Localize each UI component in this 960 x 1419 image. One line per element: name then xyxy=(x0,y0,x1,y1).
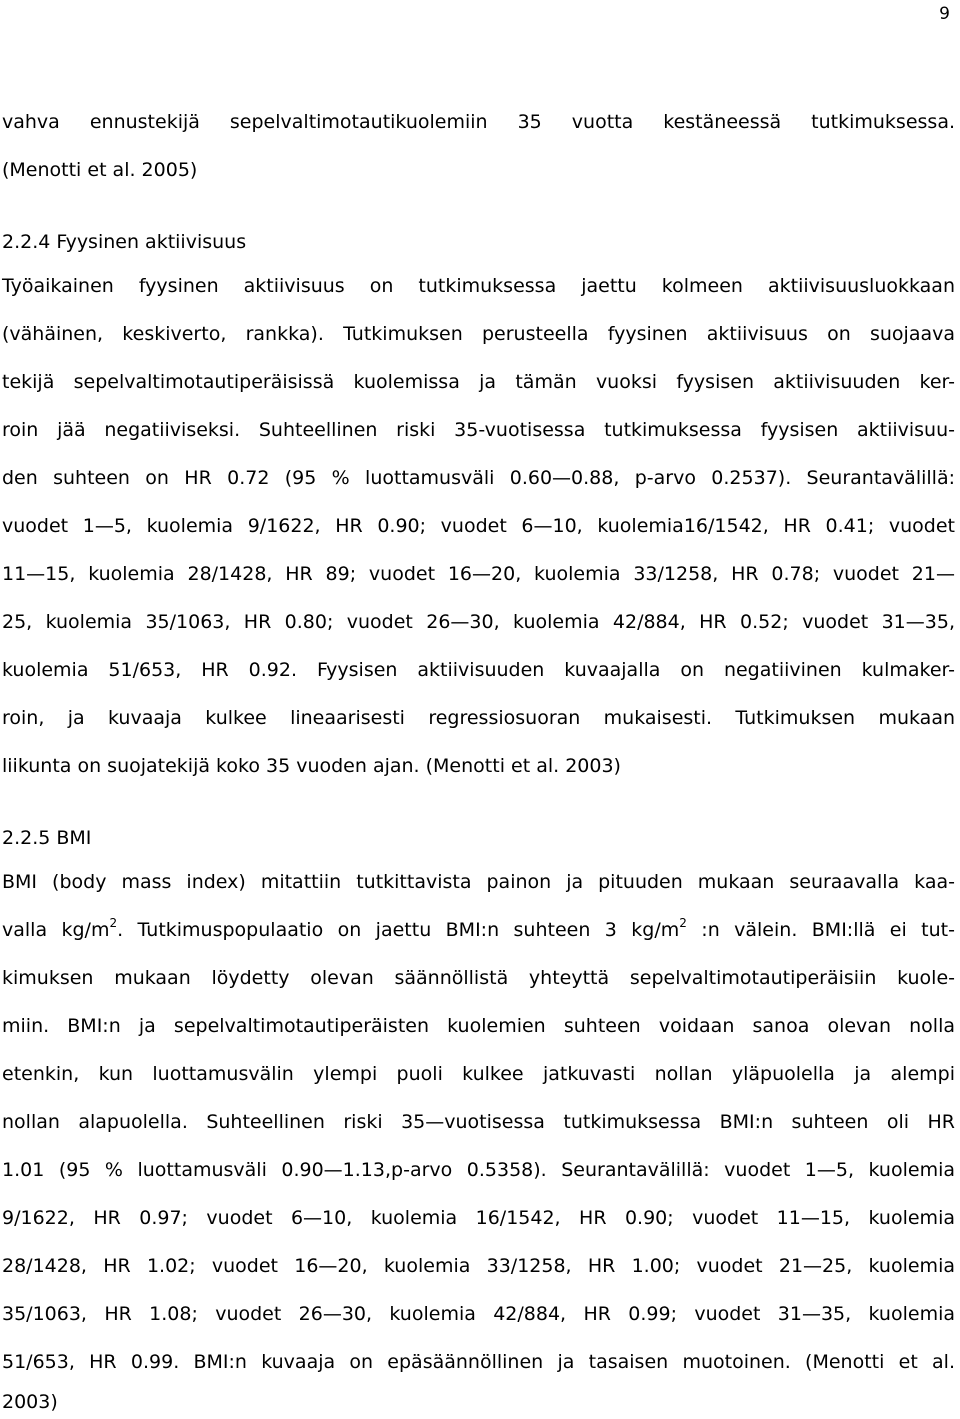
text-fragment: . Tutkimuspopulaatio on jaettu BMI:n suhteen 3 kg/m xyxy=(117,919,680,941)
text-line: 2003) xyxy=(2,1391,58,1413)
superscript: 2 xyxy=(679,916,687,930)
text-line: 9/1622, HR 0.97; vuodet 6—10, kuolemia 16/1542, HR 0.90; vuodet 11—15, kuolemia xyxy=(2,1207,955,1229)
text-line: den suhteen on HR 0.72 (95 % luottamusväli 0.60—0.88, p-arvo 0.2537). Seurantavälillä: xyxy=(2,467,955,489)
page-number: 9 xyxy=(939,4,950,24)
section-heading: 2.2.4 Fyysinen aktiivisuus xyxy=(2,231,247,253)
text-line: kimuksen mukaan löydetty olevan säännöllistä yhteyttä sepelvaltimotautiperäisiin kuole- xyxy=(2,967,955,989)
text-line: vuodet 1—5, kuolemia 9/1622, HR 0.90; vuodet 6—10, kuolemia16/1542, HR 0.41; vuodet xyxy=(2,515,955,537)
text-line xyxy=(2,918,955,942)
section-heading: 2.2.5 BMI xyxy=(2,827,92,849)
text-line: 35/1063, HR 1.08; vuodet 26—30, kuolemia 42/884, HR 0.99; vuodet 31—35, kuolemia xyxy=(2,1303,955,1325)
text-line: roin jää negatiiviseksi. Suhteellinen riski 35-vuotisessa tutkimuksessa fyysisen aktiivisuu- xyxy=(2,419,955,441)
text-line: 25, kuolemia 35/1063, HR 0.80; vuodet 26—30, kuolemia 42/884, HR 0.52; vuodet 31—35, xyxy=(2,611,955,633)
text-line: Työaikainen fyysinen aktiivisuus on tutkimuksessa jaettu kolmeen aktiivisuusluokkaan xyxy=(2,275,955,297)
text-line: roin, ja kuvaaja kulkee lineaarisesti regressiosuoran mukaisesti. Tutkimuksen mukaan xyxy=(2,707,955,729)
text-line: vahva ennustekijä sepelvaltimotautikuolemiin 35 vuotta kestäneessä tutkimuksessa. xyxy=(2,111,955,133)
text-fragment: :n välein. BMI:llä ei tut- xyxy=(686,919,955,941)
text-line: (Menotti et al. 2005) xyxy=(2,159,198,181)
text-line: 11—15, kuolemia 28/1428, HR 89; vuodet 16—20, kuolemia 33/1258, HR 0.78; vuodet 21— xyxy=(2,563,955,585)
superscript: 2 xyxy=(109,916,118,930)
text-line: nollan alapuolella. Suhteellinen riski 35—vuotisessa tutkimuksessa BMI:n suhteen oli HR xyxy=(2,1111,955,1133)
text-fragment: valla kg/m xyxy=(2,919,110,941)
text-line: 1.01 (95 % luottamusväli 0.90—1.13,p-arvo 0.5358). Seurantavälillä: vuodet 1—5, kuolemia xyxy=(2,1159,955,1181)
text-line: miin. BMI:n ja sepelvaltimotautiperäisten kuolemien suhteen voidaan sanoa olevan nolla xyxy=(2,1015,955,1037)
text-line: kuolemia 51/653, HR 0.92. Fyysisen aktiivisuuden kuvaajalla on negatiivinen kulmaker- xyxy=(2,659,955,681)
text-line: BMI (body mass index) mitattiin tutkittavista painon ja pituuden mukaan seuraavalla kaa- xyxy=(2,871,955,893)
text-line: etenkin, kun luottamusvälin ylempi puoli kulkee jatkuvasti nollan yläpuolella ja alempi xyxy=(2,1063,955,1085)
text-line: liikunta on suojatekijä koko 35 vuoden ajan. (Menotti et al. 2003) xyxy=(2,755,621,777)
text-line: tekijä sepelvaltimotautiperäisissä kuolemissa ja tämän vuoksi fyysisen aktiivisuuden ker- xyxy=(2,371,955,393)
text-line: 28/1428, HR 1.02; vuodet 16—20, kuolemia 33/1258, HR 1.00; vuodet 21—25, kuolemia xyxy=(2,1255,955,1277)
text-line: 51/653, HR 0.99. BMI:n kuvaaja on epäsäännöllinen ja tasaisen muotoinen. (Menotti et al. xyxy=(2,1351,955,1373)
text-line: (vähäinen, keskiverto, rankka). Tutkimuksen perusteella fyysinen aktiivisuus on suojaava xyxy=(2,323,955,345)
